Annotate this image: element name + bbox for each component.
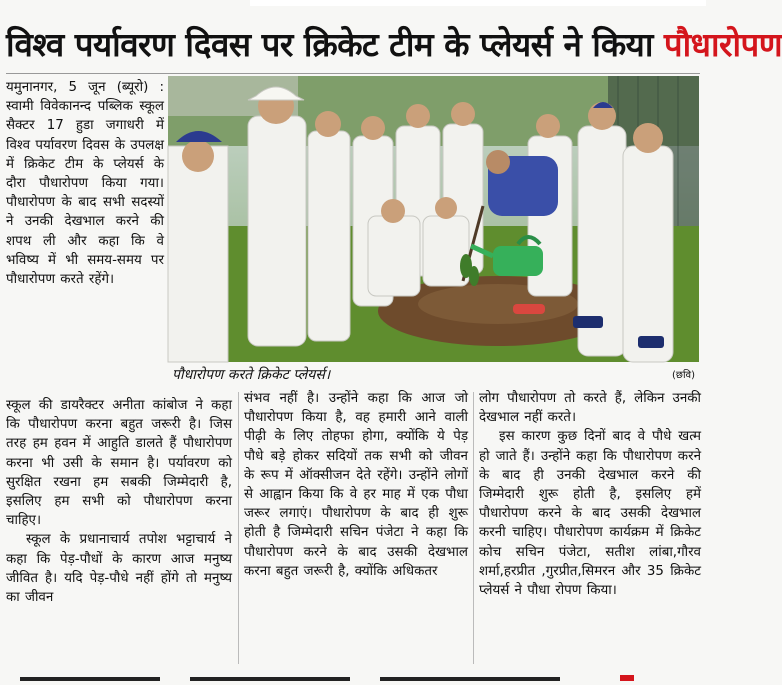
- photo-caption-bar: [168, 362, 699, 384]
- column-separator: [473, 392, 474, 664]
- next-article-cutoff: [0, 666, 706, 681]
- intro-paragraph: [6, 78, 164, 289]
- article-column-3: [479, 389, 701, 600]
- headline-highlight: पौधारोपण: [663, 25, 782, 64]
- headline-rule: [6, 73, 700, 74]
- article-column-2: [244, 389, 468, 581]
- news-photo: [168, 76, 699, 362]
- photo-players-planting: [168, 76, 699, 362]
- col1-para-1: स्कूल की डायरैक्टर अनीता कांबोज ने कहा कि पौधारोपण करना बहुत जरूरी है। जिस तरह हम हवन में आहुति डालते हैं पौधारोपण करना भी उसी के समान है। पर्यावरण को सुरक्षित रखना हम सबकी जिम्मेदारी है, इसलिए हम सभी को पौधारोपण करना चाहिए।: [6, 398, 232, 529]
- column-separator: [238, 392, 239, 664]
- photo-credit: (छवि): [672, 370, 695, 381]
- headline: [6, 20, 782, 70]
- headline-main: विश्व पर्यावरण दिवस पर क्रिकेट टीम के प्लेयर्स ने किया: [6, 25, 664, 64]
- intro-text: यमुनानगर, 5 जून (ब्यूरो) : स्वामी विवेकानन्द पब्लिक स्कूल सैक्टर 17 हुडा जगाधरी में विश्व पर्यावरण दिवस के उपलक्ष में क्रिकेट टीम के प्लेयर्स के दौरा पौधारोपण किया गया। पौधारोपण के बाद सभी सदस्यों ने उनकी देखभाल करने की शपथ ली और कहा कि वे भविष्य में भी समय-समय पर पौधारोपण करते रहेंगे।: [6, 80, 164, 288]
- col3-para-2: इस कारण कुछ दिनों बाद वे पौधे खत्म हो जाते हैं। उन्होंने कहा कि पौधारोपण करने के बाद ही उनकी देखभाल करने की जिम्मेदारी शुरू होती है, इसलिए हमें पौधारोपण करने के बाद उसकी देखभाल करनी चाहिए। पौधारोपण कार्यक्रम में क्रिकेट कोच सचिन पंजेटा, सतीश लांबा,गौरव शर्मा,हरप्रीत ,गुरप्रीत,सिमरन और 35 क्रिकेट प्लेयर्स ने पौधा रोपण किया।: [479, 429, 701, 599]
- cutoff-glyphs: [0, 666, 706, 681]
- top-margin-strip: [250, 0, 706, 6]
- col1-para-2: स्कूल के प्रधानाचार्य तपोश भट्टाचार्य ने कहा कि पेड़-पौधों के कारण आज मनुष्य जीवित है। यदि पेड़-पौधे नहीं होंगे तो मनुष्य का जीवन: [6, 532, 232, 606]
- col2-para-1: संभव नहीं है। उन्होंने कहा कि आज जो पौधारोपण किया है, वह हमारी आने वाली पीढ़ी के लिए तोहफा होगा, क्योंकि ये पेड़ पौधे बड़े होकर सदियों तक सभी को जीवन के रूप में ऑक्सीजन देते रहेंगे। उन्होंने लोगों से आह्वान किया कि वे हर माह में एक पौधा जरूर लगाएं। पौधारोपण के बाद ही शुरू होती है जिम्मेदारी सचिन पंजेटा ने कहा कि पौधारोपण करने के बाद उसकी देखभाल करना बहुत जरूरी है, क्योंकि अधिकतर: [244, 391, 468, 579]
- col3-para-1: लोग पौधारोपण तो करते हैं, लेकिन उनकी देखभाल नहीं करते।: [479, 391, 701, 426]
- article-column-1: [6, 396, 232, 607]
- photo-caption: पौधारोपण करते क्रिकेट प्लेयर्स।: [172, 367, 331, 383]
